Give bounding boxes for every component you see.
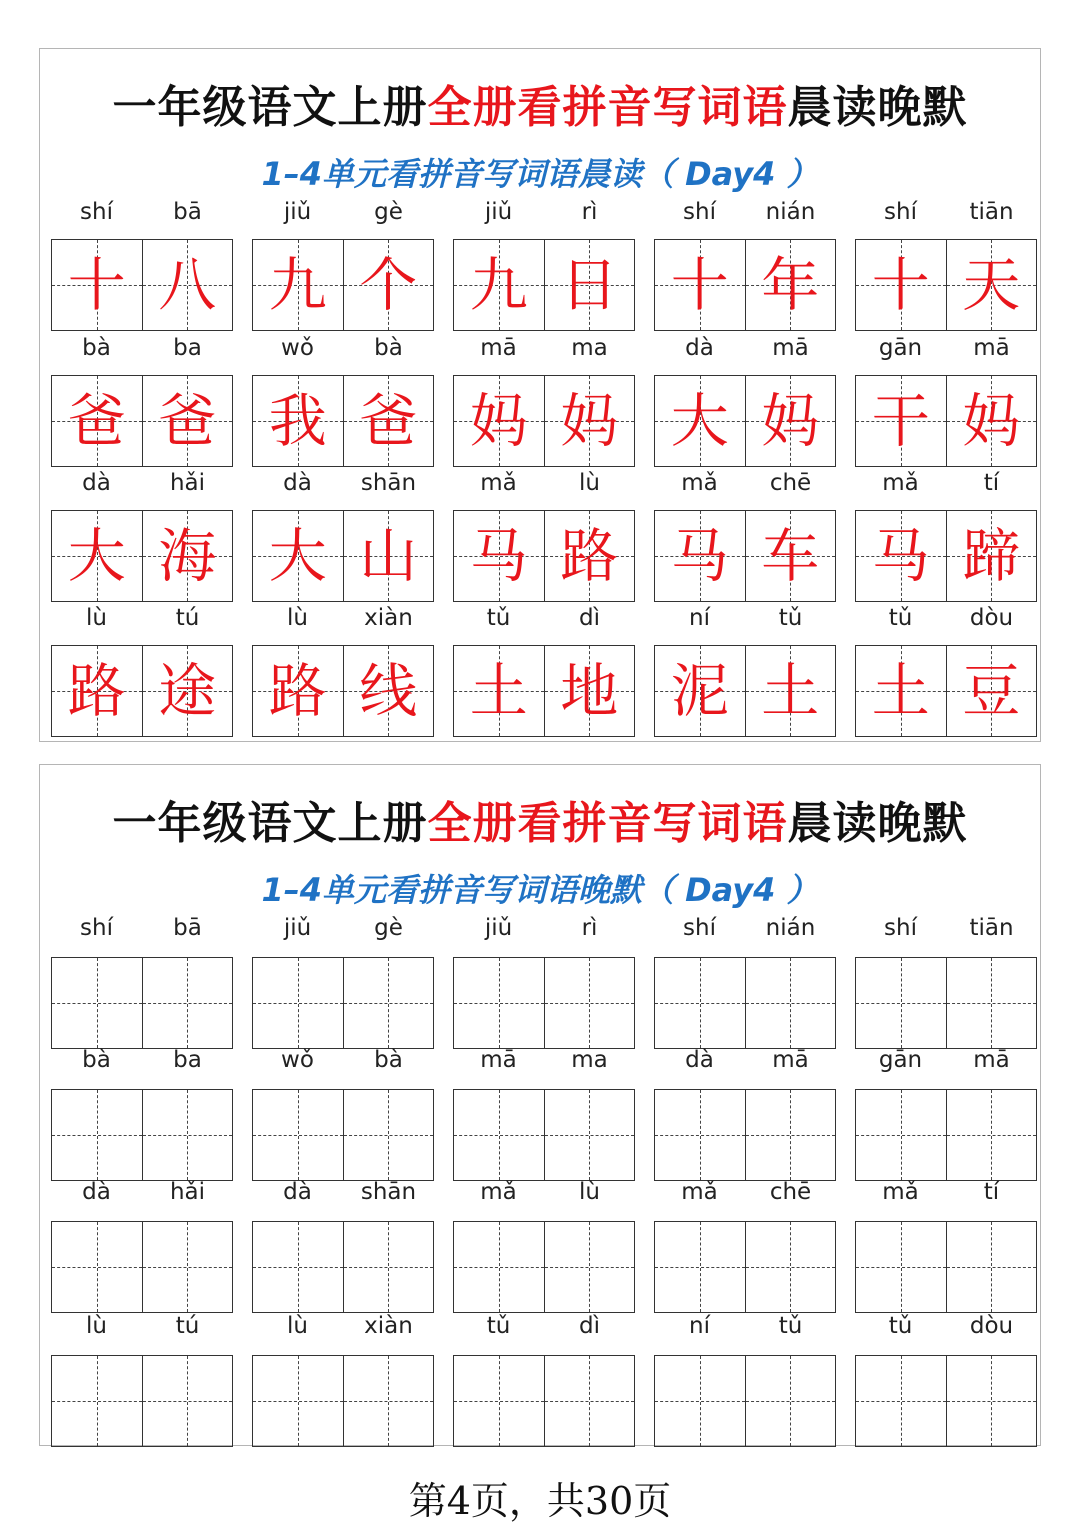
character-box [855, 375, 1037, 467]
pinyin-label: shí [80, 915, 113, 941]
tianzige-cell [544, 240, 635, 330]
pinyin-label: dòu [969, 1313, 1014, 1339]
pinyin-label: tǔ [778, 1313, 803, 1339]
pinyin-label: shí [683, 915, 716, 941]
pinyin-label: dòu [969, 605, 1014, 631]
hanzi-character: 日 [560, 251, 619, 319]
tianzige-cell [454, 240, 544, 330]
pinyin-label: shí [683, 199, 716, 225]
character-box [252, 645, 434, 737]
hanzi-character: 途 [158, 657, 217, 725]
hanzi-character: 九 [268, 251, 327, 319]
pinyin-label: bà [82, 335, 111, 361]
hanzi-character: 个 [359, 251, 418, 319]
writing-box[interactable] [453, 1089, 635, 1181]
pinyin-label: mā [480, 335, 517, 361]
writing-box[interactable] [252, 957, 434, 1049]
pinyin-label: chē [769, 1179, 812, 1205]
pinyin-label: bā [173, 199, 202, 225]
tianzige-cell[interactable] [856, 1356, 946, 1446]
pinyin-label: bā [173, 915, 202, 941]
character-box [51, 510, 233, 602]
tianzige-cell[interactable] [454, 1222, 544, 1312]
tianzige-cell [343, 376, 434, 466]
character-box [855, 645, 1037, 737]
character-box [252, 510, 434, 602]
hanzi-character: 爸 [67, 387, 126, 455]
character-box [51, 239, 233, 331]
writing-box[interactable] [855, 1221, 1037, 1313]
evening-dictation-panel [39, 764, 1041, 1446]
tianzige-cell[interactable] [343, 1356, 434, 1446]
pinyin-label: rì [581, 915, 598, 941]
tianzige-cell [544, 511, 635, 601]
title-part-1: 一年级语文上册 [112, 82, 428, 133]
pinyin-label: rì [581, 199, 598, 225]
tianzige-cell [343, 511, 434, 601]
writing-box[interactable] [855, 957, 1037, 1049]
hanzi-character: 妈 [469, 387, 528, 455]
hanzi-character: 马 [871, 522, 930, 590]
tianzige-cell [454, 646, 544, 736]
writing-box[interactable] [252, 1221, 434, 1313]
pinyin-label: gè [374, 199, 403, 225]
hanzi-character: 土 [761, 657, 820, 725]
character-box [252, 375, 434, 467]
pinyin-label: shí [884, 199, 917, 225]
pinyin-label: tí [983, 470, 1000, 496]
hanzi-character: 土 [871, 657, 930, 725]
tianzige-cell [343, 646, 434, 736]
hanzi-character: 九 [469, 251, 528, 319]
writing-box[interactable] [252, 1089, 434, 1181]
tianzige-cell[interactable] [745, 1222, 836, 1312]
tianzige-cell [655, 376, 745, 466]
tianzige-cell[interactable] [544, 1222, 635, 1312]
character-box [51, 645, 233, 737]
pinyin-label: shān [360, 1179, 417, 1205]
writing-box[interactable] [855, 1355, 1037, 1447]
pinyin-label: tú [175, 1313, 200, 1339]
pinyin-label: hǎi [169, 470, 206, 496]
pinyin-label: lù [579, 1179, 600, 1205]
character-box [654, 510, 836, 602]
hanzi-character: 大 [268, 522, 327, 590]
pinyin-label: lù [287, 1313, 308, 1339]
title-part-2: 晨读晚默 [787, 82, 968, 133]
pinyin-label: dà [82, 470, 111, 496]
tianzige-cell [52, 511, 142, 601]
tianzige-cell [253, 646, 343, 736]
pinyin-label: tiān [969, 199, 1014, 225]
tianzige-cell[interactable] [253, 1222, 343, 1312]
tianzige-cell[interactable] [343, 1090, 434, 1180]
pinyin-label: xiàn [364, 605, 413, 631]
pinyin-label: mǎ [681, 470, 718, 496]
hanzi-character: 路 [268, 657, 327, 725]
tianzige-cell[interactable] [544, 1356, 635, 1446]
tianzige-cell [856, 240, 946, 330]
tianzige-cell[interactable] [544, 1090, 635, 1180]
pinyin-label: lù [579, 470, 600, 496]
writing-box[interactable] [252, 1355, 434, 1447]
tianzige-cell[interactable] [655, 1356, 745, 1446]
character-box [654, 239, 836, 331]
hanzi-character: 爸 [359, 387, 418, 455]
pinyin-label: mǎ [882, 1179, 919, 1205]
writing-box[interactable] [51, 957, 233, 1049]
pinyin-label: jiǔ [283, 199, 312, 225]
writing-box[interactable] [453, 1355, 635, 1447]
hanzi-character: 蹄 [962, 522, 1021, 590]
tianzige-cell [253, 511, 343, 601]
pinyin-label: tǔ [888, 1313, 913, 1339]
word-grid [40, 765, 1040, 1445]
pinyin-label: mā [772, 1047, 809, 1073]
tianzige-cell [253, 240, 343, 330]
tianzige-cell[interactable] [52, 958, 142, 1048]
pinyin-label: jiǔ [484, 199, 513, 225]
tianzige-cell [454, 511, 544, 601]
tianzige-cell [142, 511, 233, 601]
tianzige-cell [655, 240, 745, 330]
tianzige-cell[interactable] [142, 1222, 233, 1312]
character-box [654, 375, 836, 467]
hanzi-character: 土 [469, 657, 528, 725]
tianzige-cell[interactable] [856, 1090, 946, 1180]
pinyin-label: chē [769, 470, 812, 496]
panel-subtitle: 1–4单元看拼音写词语晚默（ Day4 ） [261, 871, 819, 909]
tianzige-cell[interactable] [142, 1356, 233, 1446]
writing-box[interactable] [453, 1221, 635, 1313]
tianzige-cell[interactable] [454, 1090, 544, 1180]
character-box [453, 510, 635, 602]
title-part-red: 全册看拼音写词语 [427, 82, 788, 133]
hanzi-character: 马 [670, 522, 729, 590]
character-box [453, 239, 635, 331]
pinyin-label: hǎi [169, 1179, 206, 1205]
tianzige-cell [655, 511, 745, 601]
writing-box[interactable] [51, 1089, 233, 1181]
hanzi-character: 路 [560, 522, 619, 590]
tianzige-cell [745, 376, 836, 466]
writing-box[interactable] [51, 1355, 233, 1447]
hanzi-character: 路 [67, 657, 126, 725]
pinyin-label: tiān [969, 915, 1014, 941]
writing-box[interactable] [654, 957, 836, 1049]
tianzige-cell [544, 376, 635, 466]
character-box [855, 239, 1037, 331]
word-grid [40, 49, 1040, 741]
pinyin-label: dì [579, 605, 600, 631]
pinyin-label: wǒ [281, 1047, 314, 1073]
hanzi-character: 车 [761, 522, 820, 590]
tianzige-cell[interactable] [745, 1356, 836, 1446]
pinyin-label: dà [283, 470, 312, 496]
hanzi-character: 我 [268, 387, 327, 455]
title-part-1: 一年级语文上册 [112, 798, 428, 849]
tianzige-cell[interactable] [856, 1222, 946, 1312]
tianzige-cell [142, 646, 233, 736]
writing-box[interactable] [453, 957, 635, 1049]
pinyin-label: mā [973, 1047, 1010, 1073]
tianzige-cell [544, 646, 635, 736]
hanzi-character: 线 [359, 657, 418, 725]
pinyin-label: ba [173, 1047, 202, 1073]
tianzige-cell[interactable] [946, 1222, 1037, 1312]
pinyin-label: shān [360, 470, 417, 496]
tianzige-cell[interactable] [544, 958, 635, 1048]
tianzige-cell [856, 511, 946, 601]
pinyin-label: dì [579, 1313, 600, 1339]
character-box [51, 375, 233, 467]
page-footer: 第4页，共30页 [408, 1479, 672, 1523]
hanzi-character: 马 [469, 522, 528, 590]
tianzige-cell [343, 240, 434, 330]
title-part-red: 全册看拼音写词语 [427, 798, 788, 849]
hanzi-character: 十 [670, 251, 729, 319]
pinyin-label: dà [685, 335, 714, 361]
writing-box[interactable] [654, 1355, 836, 1447]
pinyin-label: nián [765, 199, 816, 225]
pinyin-label: mǎ [480, 1179, 517, 1205]
tianzige-cell [745, 646, 836, 736]
tianzige-cell[interactable] [655, 958, 745, 1048]
tianzige-cell[interactable] [253, 1356, 343, 1446]
hanzi-character: 地 [560, 657, 619, 725]
pinyin-label: ma [571, 1047, 608, 1073]
pinyin-label: gān [878, 335, 923, 361]
pinyin-label: gān [878, 1047, 923, 1073]
writing-box[interactable] [51, 1221, 233, 1313]
pinyin-label: shí [80, 199, 113, 225]
pinyin-label: gè [374, 915, 403, 941]
pinyin-label: ní [689, 605, 710, 631]
pinyin-label: jiǔ [484, 915, 513, 941]
tianzige-cell[interactable] [52, 1222, 142, 1312]
pinyin-label: dà [283, 1179, 312, 1205]
tianzige-cell [946, 511, 1037, 601]
tianzige-cell[interactable] [253, 958, 343, 1048]
pinyin-label: mǎ [882, 470, 919, 496]
writing-box[interactable] [855, 1089, 1037, 1181]
pinyin-label: dà [685, 1047, 714, 1073]
pinyin-label: mā [480, 1047, 517, 1073]
hanzi-character: 妈 [560, 387, 619, 455]
tianzige-cell[interactable] [856, 958, 946, 1048]
tianzige-cell[interactable] [343, 958, 434, 1048]
tianzige-cell [745, 240, 836, 330]
hanzi-character: 泥 [670, 657, 729, 725]
pinyin-label: bà [374, 335, 403, 361]
panel-subtitle: 1–4单元看拼音写词语晨读（ Day4 ） [261, 155, 819, 193]
tianzige-cell[interactable] [52, 1090, 142, 1180]
hanzi-character: 爸 [158, 387, 217, 455]
tianzige-cell[interactable] [745, 958, 836, 1048]
pinyin-label: shí [884, 915, 917, 941]
pinyin-label: ma [571, 335, 608, 361]
tianzige-cell [856, 646, 946, 736]
character-box [453, 645, 635, 737]
tianzige-cell [946, 376, 1037, 466]
pinyin-label: dà [82, 1179, 111, 1205]
tianzige-cell[interactable] [655, 1090, 745, 1180]
tianzige-cell[interactable] [142, 1090, 233, 1180]
pinyin-label: mǎ [681, 1179, 718, 1205]
hanzi-character: 干 [871, 387, 930, 455]
pinyin-label: mā [772, 335, 809, 361]
pinyin-label: tí [983, 1179, 1000, 1205]
hanzi-character: 海 [158, 522, 217, 590]
hanzi-character: 妈 [962, 387, 1021, 455]
pinyin-label: tú [175, 605, 200, 631]
hanzi-character: 八 [158, 251, 217, 319]
pinyin-label: tǔ [778, 605, 803, 631]
tianzige-cell [946, 646, 1037, 736]
tianzige-cell [745, 511, 836, 601]
pinyin-label: ní [689, 1313, 710, 1339]
pinyin-label: bà [82, 1047, 111, 1073]
hanzi-character: 山 [359, 522, 418, 590]
pinyin-label: lù [86, 605, 107, 631]
pinyin-label: nián [765, 915, 816, 941]
hanzi-character: 十 [67, 251, 126, 319]
tianzige-cell [946, 240, 1037, 330]
hanzi-character: 年 [761, 251, 820, 319]
morning-reading-panel [39, 48, 1041, 742]
tianzige-cell [454, 376, 544, 466]
tianzige-cell[interactable] [253, 1090, 343, 1180]
tianzige-cell [52, 376, 142, 466]
pinyin-label: ba [173, 335, 202, 361]
pinyin-label: lù [86, 1313, 107, 1339]
tianzige-cell[interactable] [52, 1356, 142, 1446]
tianzige-cell[interactable] [454, 1356, 544, 1446]
pinyin-label: tǔ [888, 605, 913, 631]
pinyin-label: tǔ [486, 605, 511, 631]
pinyin-label: jiǔ [283, 915, 312, 941]
tianzige-cell[interactable] [142, 958, 233, 1048]
tianzige-cell[interactable] [454, 958, 544, 1048]
title-part-2: 晨读晚默 [787, 798, 968, 849]
tianzige-cell [142, 240, 233, 330]
character-box [654, 645, 836, 737]
writing-box[interactable] [654, 1089, 836, 1181]
tianzige-cell [52, 240, 142, 330]
hanzi-character: 大 [670, 387, 729, 455]
pinyin-label: mā [973, 335, 1010, 361]
character-box [855, 510, 1037, 602]
hanzi-character: 十 [871, 251, 930, 319]
tianzige-cell[interactable] [343, 1222, 434, 1312]
tianzige-cell [856, 376, 946, 466]
pinyin-label: mǎ [480, 470, 517, 496]
pinyin-label: xiàn [364, 1313, 413, 1339]
hanzi-character: 妈 [761, 387, 820, 455]
pinyin-label: lù [287, 605, 308, 631]
tianzige-cell[interactable] [745, 1090, 836, 1180]
tianzige-cell[interactable] [946, 958, 1037, 1048]
tianzige-cell [142, 376, 233, 466]
tianzige-cell [52, 646, 142, 736]
tianzige-cell[interactable] [946, 1090, 1037, 1180]
tianzige-cell [655, 646, 745, 736]
tianzige-cell [253, 376, 343, 466]
hanzi-character: 大 [67, 522, 126, 590]
pinyin-label: wǒ [281, 335, 314, 361]
hanzi-character: 豆 [962, 657, 1021, 725]
character-box [252, 239, 434, 331]
pinyin-label: bà [374, 1047, 403, 1073]
tianzige-cell[interactable] [946, 1356, 1037, 1446]
tianzige-cell[interactable] [655, 1222, 745, 1312]
hanzi-character: 天 [962, 251, 1021, 319]
character-box [453, 375, 635, 467]
pinyin-label: tǔ [486, 1313, 511, 1339]
writing-box[interactable] [654, 1221, 836, 1313]
